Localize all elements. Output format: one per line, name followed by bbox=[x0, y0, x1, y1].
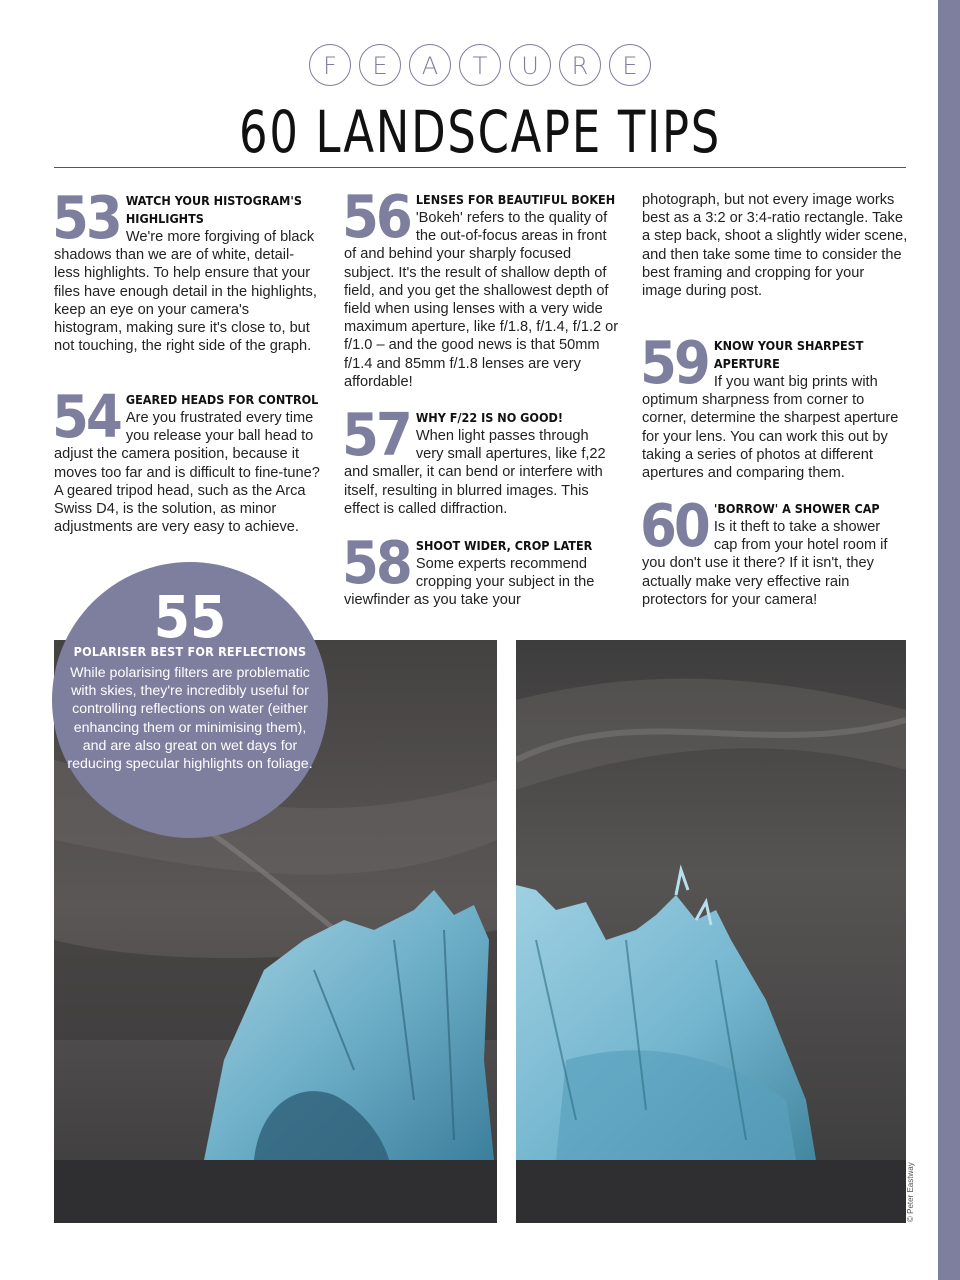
feature-letter: A bbox=[409, 44, 451, 86]
tip-body: While polarising filters are problematic with skies, they're incredibly useful for controlling reflections on water (either enhancing them or minimising them), and are also great on wet days for reducing specular highlights on foliage. bbox=[67, 665, 313, 773]
tip-body: Some experts recommend cropping your subject in the viewfinder as you take your bbox=[344, 556, 595, 609]
title-divider bbox=[54, 167, 906, 168]
iceberg-photo-right bbox=[516, 640, 906, 1223]
tip-60 bbox=[640, 491, 892, 609]
tip-number: 54 bbox=[52, 382, 120, 451]
tip-58 bbox=[342, 528, 610, 610]
feature-letter: E bbox=[359, 44, 401, 86]
feature-letter: R bbox=[559, 44, 601, 86]
feature-letter: U bbox=[509, 44, 551, 86]
tip-58-continued: photograph, but not every image works best as a 3:2 or 3:4-ratio rectangle. Take a step back, shoot a slightly wider scene, and then take some time to consider the best framing and cropping for your image during post. bbox=[642, 192, 908, 300]
tip-body: We're more forgiving of black shadows than we are of white, detail-less highlights. To help ensure that your files have enough detail in the highlights, keep an eye on your camera's histogram, making sure it's close to, but not touching, the right side of the graph. bbox=[54, 229, 317, 355]
tip-body: If you want big prints with optimum sharpness from corner to corner, determine the sharpest aperture for your lens. You can work this out by taking a series of photos at different apertures and comparing them. bbox=[642, 374, 899, 482]
tip-number: 59 bbox=[640, 328, 708, 397]
page-title: 60 LANDSCAPE TIPS bbox=[239, 98, 721, 166]
tip-57 bbox=[342, 400, 620, 518]
tip-heading: GEARED HEADS FOR CONTROL bbox=[125, 392, 319, 407]
photo-credit: © Peter Eastway bbox=[906, 1162, 915, 1222]
tip-55-callout bbox=[52, 562, 328, 838]
tip-heading: POLARISER BEST FOR REFLECTIONS bbox=[73, 644, 307, 659]
tip-heading: SHOOT WIDER, CROP LATER bbox=[415, 538, 593, 553]
feature-label bbox=[0, 44, 960, 88]
tip-body: 'Bokeh' refers to the quality of the out-of-focus areas in front of and behind your sharply focused subject. It's the result of shallow depth of field, and you get the shallowest depth of field when using lenses with a very wide maximum aperture, like f/1.8, f/1.4, f/1.2 or f/1.0 – and the good news is that 50mm f/1.4 and 85mm f/1.8 lenses are very affordable! bbox=[344, 210, 619, 390]
tip-number: 57 bbox=[342, 400, 410, 469]
tip-number: 53 bbox=[52, 183, 120, 252]
tip-heading: WHY F/22 IS NO GOOD! bbox=[415, 410, 563, 425]
tip-number: 56 bbox=[342, 182, 410, 251]
feature-letter: T bbox=[459, 44, 501, 86]
feature-letter: E bbox=[609, 44, 651, 86]
tip-heading: LENSES FOR BEAUTIFUL BOKEH bbox=[415, 192, 616, 207]
tip-number: 55 bbox=[153, 583, 227, 651]
tip-number: 58 bbox=[342, 528, 410, 597]
feature-letter: F bbox=[309, 44, 351, 86]
tip-56 bbox=[342, 182, 620, 391]
tip-54 bbox=[52, 382, 324, 536]
tip-body: Is it theft to take a shower cap from your hotel room if you don't use it there? If it isn't, they actually make very effective rain protectors for your camera! bbox=[642, 519, 888, 608]
tip-body: Are you frustrated every time you release your ball head to adjust the camera position, because it moves too far and is difficult to fine-tune? A geared tripod head, such as the Arca Swiss D4, is the solution, as minor adjustments are very easy to achieve. bbox=[54, 410, 320, 536]
tip-heading: KNOW YOUR SHARPEST APERTURE bbox=[713, 338, 864, 371]
tip-53 bbox=[52, 183, 320, 355]
tip-body: When light passes through very small apertures, like f,22 and smaller, it can bend or interfere with itself, resulting in blurred images. This effect is called diffraction. bbox=[344, 428, 606, 517]
tip-heading: WATCH YOUR HISTOGRAM'S HIGHLIGHTS bbox=[125, 193, 302, 226]
tip-heading: 'BORROW' A SHOWER CAP bbox=[713, 501, 880, 516]
page-edge-bar bbox=[938, 0, 960, 1280]
tip-59 bbox=[640, 328, 908, 482]
tip-number: 60 bbox=[640, 491, 708, 560]
